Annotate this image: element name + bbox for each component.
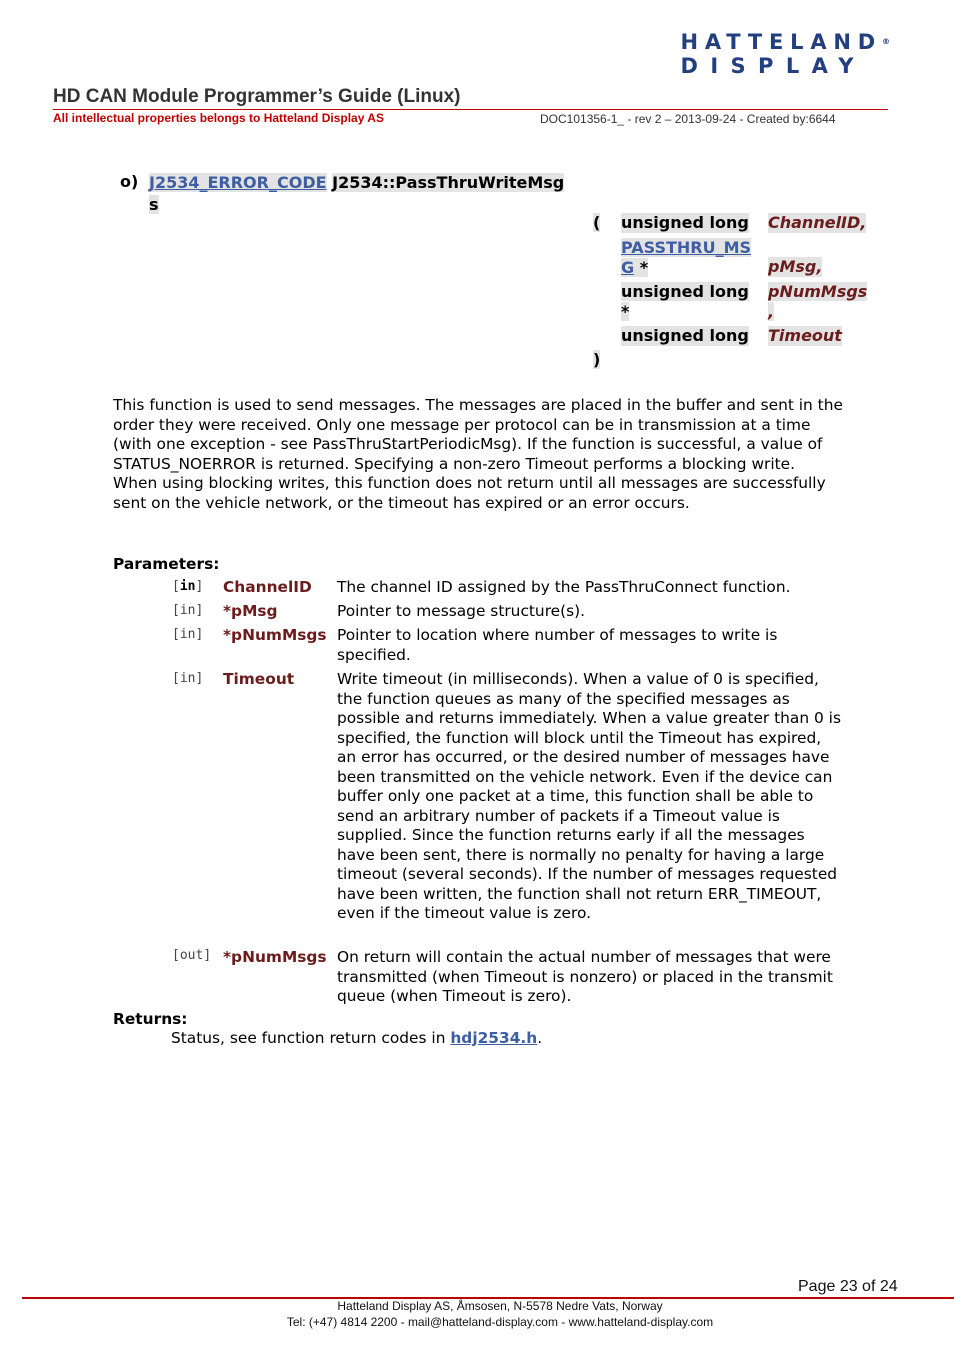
logo-text-line1: HATTELAND [680, 30, 882, 54]
param-type [621, 282, 749, 322]
function-description: This function is used to send messages. The messages are placed in the buffer and sent in the order they were received. Only one message per protocol can be in transmission at a time (with one exception - see PassThruStartPeriodicMsg). If the function is successful, a value of STATUS_NOERROR is returned. Specifying a non-zero Timeout performs a blocking write. When using blocking writes, this function does not return until all messages are successfully sent on the vehicle network, or the timeout has expired or an error occurs. [113, 396, 843, 512]
param-name: ChannelID [223, 578, 312, 596]
param-direction: [in] [172, 579, 204, 594]
param-description: Pointer to location where number of messages to write is specified. [337, 626, 778, 664]
param-description: Write timeout (in milliseconds). When a value of 0 is specified, the function queues as many of the specified messages as possible and returns immediately. When a value greater than 0 is specified, the function will block until the Timeout has expired, an error has occurred, or the desired number of messages have been transmitted on the vehicle network. Even if the device can buffer only one packet at a time, this function shall be able to send an arbitrary number of packets if a Timeout value is supplied. Since the function returns early if all the messages have been sent, there is normally no penalty for having a large timeout (several seconds). If the number of messages requested have been written, the function shall not return ERR_TIMEOUT, even if the timeout value is zero. [337, 670, 841, 922]
registered-mark: ® [882, 37, 890, 46]
param-name-line1: pNumMsgs [768, 282, 868, 301]
return-type-link[interactable]: J2534_ERROR_CODE [149, 173, 327, 192]
param-type-line1: unsigned long [621, 282, 749, 301]
param-type [621, 238, 751, 278]
item-label: o) [120, 172, 139, 191]
param-direction: [in] [172, 671, 204, 686]
param-direction: [in] [172, 627, 204, 642]
param-type-link-continued[interactable]: G [621, 258, 635, 277]
param-direction: [in] [172, 603, 204, 618]
param-name [768, 282, 867, 322]
param-name: *pNumMsgs [223, 948, 327, 966]
param-name: Timeout [223, 670, 295, 688]
param-direction: [out] [172, 948, 212, 963]
close-paren: ) [593, 350, 601, 369]
param-type-line2: * [621, 302, 630, 321]
param-name-line2: , [768, 302, 775, 321]
document-id: DOC101356-1_ - rev 2 – 2013-09-24 - Created by:6644 [540, 112, 836, 126]
pointer-mark: * [634, 258, 649, 277]
param-description: Pointer to message structure(s). [337, 602, 586, 620]
header-file-link[interactable]: hdj2534.h [450, 1029, 538, 1047]
param-name: *pMsg [223, 602, 278, 620]
param-name: Timeout [768, 326, 842, 345]
param-type: unsigned long [621, 213, 749, 232]
page-number: Page 23 of 24 [798, 1278, 898, 1295]
function-signature [149, 172, 589, 216]
ip-notice: All intellectual properties belongs to Hatteland Display AS [53, 111, 384, 125]
param-type-link[interactable]: PASSTHRU_MS [621, 238, 752, 257]
returns-text: Status, see function return codes in hdj2534.h. [171, 1029, 543, 1047]
function-name: J2534::PassThruWriteMsg [332, 173, 565, 192]
document-title: HD CAN Module Programmer’s Guide (Linux) [53, 86, 461, 107]
footer-address: Hatteland Display AS, Åmsosen, N-5578 Nedre Vats, Norway [337, 1299, 663, 1313]
footer-contact: Tel: (+47) 4814 2200 - mail@hatteland-display.com - www.hatteland-display.com [286, 1315, 714, 1329]
param-name: pMsg, [768, 257, 823, 276]
open-paren: ( [593, 213, 601, 232]
header-divider [53, 109, 888, 110]
param-description: The channel ID assigned by the PassThruConnect function. [337, 578, 791, 596]
function-name-continued: s [149, 195, 159, 214]
company-logo [680, 30, 890, 78]
parameters-heading: Parameters: [113, 555, 220, 573]
param-description: On return will contain the actual number of messages that were transmitted (when Timeout is nonzero) or placed in the transmit queue (when Timeout is zero). [337, 948, 833, 1005]
param-type: unsigned long [621, 326, 749, 345]
param-name: ChannelID, [768, 213, 867, 232]
param-name: *pNumMsgs [223, 626, 327, 644]
logo-text-line2: DISPLAY [680, 54, 866, 78]
returns-heading: Returns: [113, 1010, 188, 1028]
